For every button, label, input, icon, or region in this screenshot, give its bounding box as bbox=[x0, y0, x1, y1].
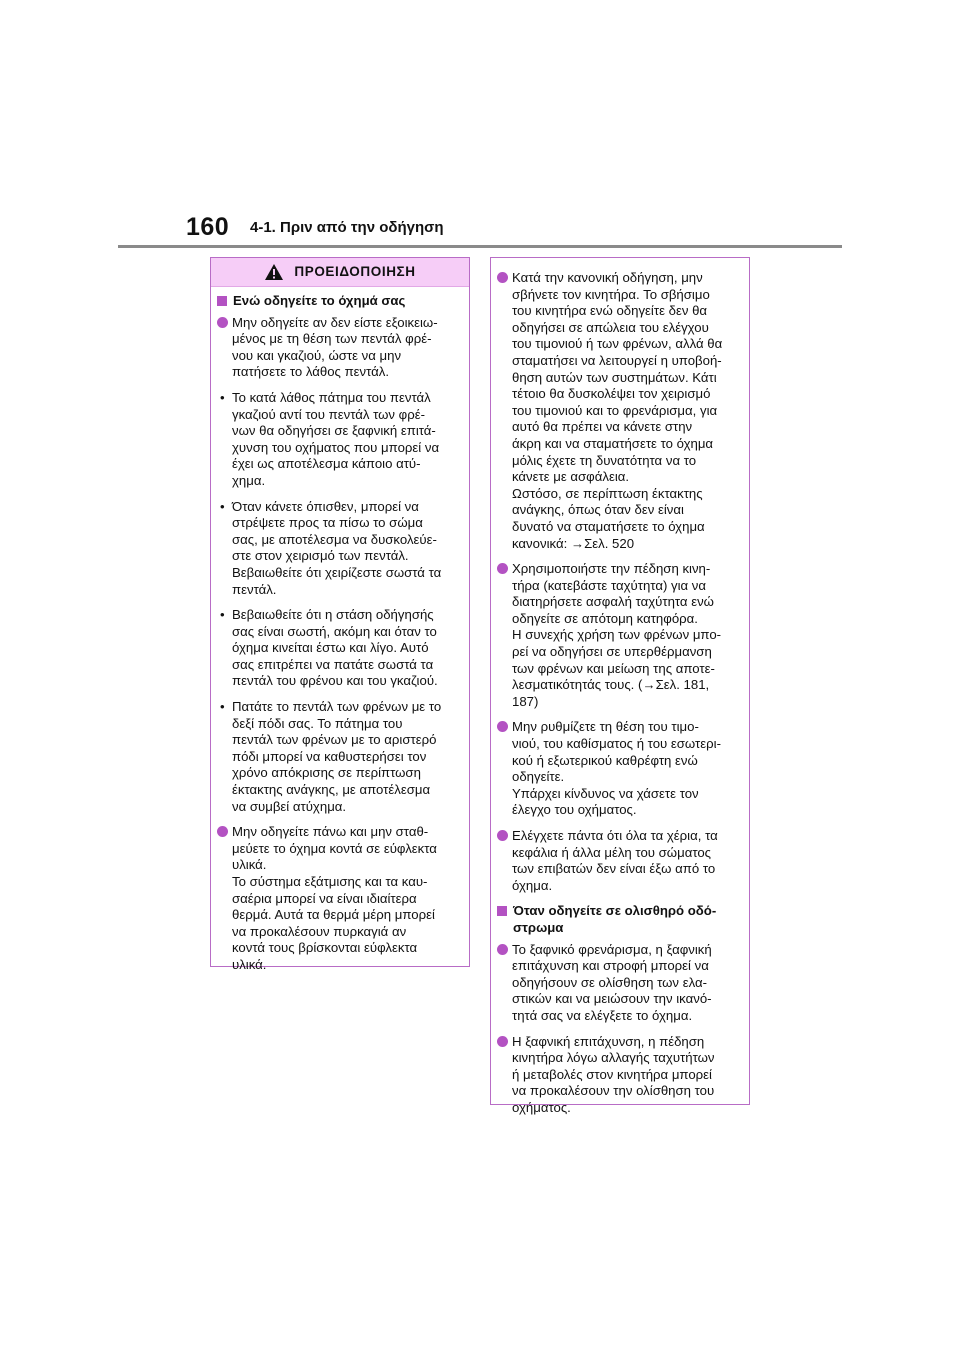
warning-header bbox=[211, 258, 469, 287]
sub-list-item bbox=[217, 499, 462, 599]
list-item bbox=[497, 719, 742, 819]
square-bullet-icon bbox=[497, 906, 507, 916]
item-text: Μην ρυθμίζετε τη θέση του τιμο- νιού, του καθίσματος ή του εσωτερι- κού ή εξωτερικού καθρέφτη ενώ οδηγείτε. Υπάρχει κίνδυνος να χάσετε τον έλεγχο του οχήματος. bbox=[512, 719, 721, 818]
list-item bbox=[217, 315, 462, 381]
warning-box-continued bbox=[490, 257, 750, 1115]
list-item bbox=[497, 561, 742, 710]
circle-bullet-icon bbox=[497, 272, 508, 283]
sub-item-text: Πατάτε το πεντάλ των φρένων με το δεξί πόδι σας. Το πάτημα του πεντάλ των φρένων με το αριστερό πόδι μπορεί να καθυστερήσει τον χρόνο απόκρισης σε περίπτωση έκτακτης ανάγκης, με αποτέλεσμα να συμβεί ατύχημα. bbox=[232, 699, 442, 814]
bullet-icon: • bbox=[220, 607, 225, 623]
header-divider bbox=[118, 245, 842, 248]
bullet-icon: • bbox=[220, 498, 225, 514]
circle-bullet-icon bbox=[497, 1036, 508, 1047]
item-text: Μην οδηγείτε πάνω και μην σταθ- μεύετε το όχημα κοντά σε εύφλεκτα υλικά. Το σύστημα εξάτμισης και τα καυ- σαέρια μπορεί να είναι ιδιαίτερα θερμά. Αυτά τα θερμά μέρη μπορεί να προκαλέσουν πυρκαγιά αν κοντά τους βρίσκονται εύφλεκτα υλικά. bbox=[232, 824, 437, 972]
circle-bullet-icon bbox=[497, 563, 508, 574]
warning-content-continued bbox=[491, 264, 749, 1132]
list-item bbox=[497, 270, 742, 552]
circle-bullet-icon bbox=[217, 317, 228, 328]
circle-bullet-icon bbox=[497, 721, 508, 732]
circle-bullet-icon bbox=[217, 826, 228, 837]
item-text: Χρησιμοποιήστε την πέδηση κινη- τήρα (κατεβάστε ταχύτητα) για να διατηρήσετε ασφαλή ταχύτητα ενώ οδηγείτε σε απότομη κατηφόρα. Η συνεχής χρήση των φρένων μπο- ρεί να οδηγήσει σε υπερθέρμανση των φρένων και μείωση της αποτε- λεσματικότητάς τους. (→Σελ. 181, 187) bbox=[512, 561, 722, 709]
sub-list-item bbox=[217, 607, 462, 690]
bullet-icon: • bbox=[220, 699, 225, 715]
item-text: Κατά την κανονική οδήγηση, μην σβήνετε τον κινητήρα. Το σβήσιμο του κινητήρα ενώ οδηγείτε δεν θα οδηγήσει σε απώλεια του ελέγχου του τιμονιού ή των φρένων, αλλά θα σταματήσει να λειτουργεί η υποβοή- θηση αυτών των συστημάτων. Κάτι τέτοιο θα δυσκολέψει τον χειρισμό του τιμονιού και το φρενάρισμα, για αυτό θα πρέπει να κάνετε στην άκρη και να σταματήσετε το όχημα μόλις έχετε τη δυνατότητα να το κάνετε με ασφάλεια. Ωστόσο, σε περίπτωση έκτακτης ανάγκης, όπως όταν δεν είναι δυνατό να σταματήσετε το όχημα κανονικά: →Σελ. 520 bbox=[512, 270, 723, 551]
item-text: Μην οδηγείτε αν δεν είστε εξοικειω- μένος με τη θέση των πεντάλ φρέ- νου και γκαζιού, ώστε να μην πατήσετε το λάθος πεντάλ. bbox=[232, 314, 438, 380]
sub-item-text: Όταν κάνετε όπισθεν, μπορεί να στρέψετε προς τα πίσω το σώμα σας, με αποτέλεσμα να δυσκολεύε- στε στον χειρισμό των πεντάλ. Βεβαιωθείτε ότι χειρίζεστε σωστά τα πεντάλ. bbox=[232, 498, 442, 597]
list-item bbox=[497, 828, 742, 894]
list-item bbox=[497, 942, 742, 1025]
circle-bullet-icon bbox=[497, 944, 508, 955]
sub-list-item bbox=[217, 699, 462, 815]
warning-title: ΠΡΟΕΙΔΟΠΟΙΗΣΗ bbox=[294, 263, 416, 279]
subheading bbox=[497, 903, 742, 936]
warning-content bbox=[211, 287, 469, 989]
sub-item-text: Το κατά λάθος πάτημα του πεντάλ γκαζιού αντί του πεντάλ των φρέ- νων θα οδηγήσει σε ξαφνική επιτά- χυνση του οχήματος που μπορεί να έχει ως αποτέλεσμα κάποιο ατύ- χημα. bbox=[232, 389, 440, 488]
square-bullet-icon bbox=[217, 296, 227, 306]
page-number: 160 bbox=[186, 213, 230, 241]
item-text: Το ξαφνικό φρενάρισμα, η ξαφνική επιτάχυνση και στροφή μπορεί να οδηγήσουν σε ολίσθηση των ελα- στικών και να μειώσουν την ικανό- τητά σας να ελέγξετε το όχημα. bbox=[512, 941, 712, 1023]
warning-triangle-icon bbox=[264, 263, 284, 281]
item-text: Ελέγχετε πάντα ότι όλα τα χέρια, τα κεφάλια ή άλλα μέλη του σώματος των επιβατών δεν είναι έξω από το όχημα. bbox=[512, 828, 718, 893]
subheading bbox=[217, 293, 462, 310]
warning-box bbox=[210, 257, 470, 972]
list-item bbox=[217, 824, 462, 973]
bullet-icon: • bbox=[220, 389, 225, 405]
sub-list-item bbox=[217, 390, 462, 490]
section-title: 4-1. Πριν από την οδήγηση bbox=[250, 219, 444, 236]
sub-item-text: Βεβαιωθείτε ότι η στάση οδήγησής σας είναι σωστή, ακόμη και όταν το όχημα κινείται έστω και λίγο. Αυτό σας επιτρέπει να πατάτε σωστά τα πεντάλ του φρένου και του γκαζιού. bbox=[232, 607, 438, 689]
subheading-text: Όταν οδηγείτε σε ολισθηρό οδό- στρωμα bbox=[513, 903, 717, 935]
subheading-text: Ενώ οδηγείτε το όχημά σας bbox=[233, 293, 406, 308]
circle-bullet-icon bbox=[497, 830, 508, 841]
list-item bbox=[497, 1034, 742, 1117]
item-text: Η ξαφνική επιτάχυνση, η πέδηση κινητήρα λόγω αλλαγής ταχυτήτων ή μεταβολές στον κινητήρα μπορεί να προκαλέσουν την ολίσθηση του οχήματος. bbox=[512, 1033, 715, 1115]
